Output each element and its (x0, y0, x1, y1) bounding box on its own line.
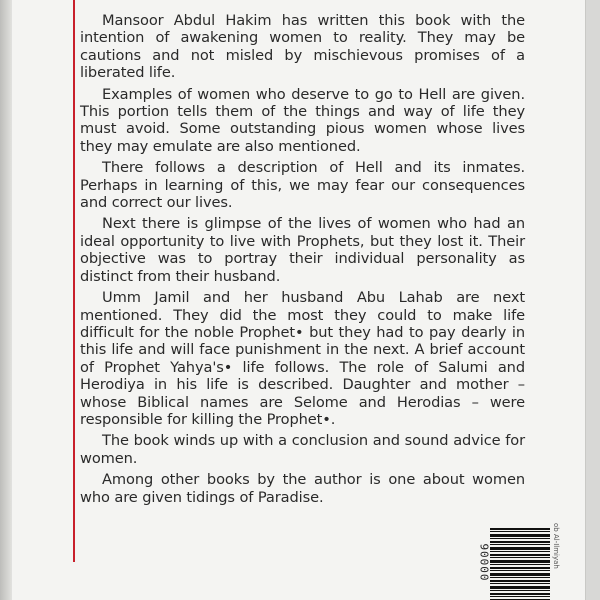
blurb-paragraph-3: There follows a description of Hell and its inmates. Perhaps in learning of this, we may fear our consequences and correct our lives. (80, 159, 525, 212)
barcode-digits (476, 528, 490, 600)
page-edge-shadow (0, 0, 12, 600)
blurb-paragraph-4: Next there is glimpse of the lives of women who had an ideal opportunity to live with Prophets, but they lost it. Their objective was to portray their individual personality as distinct from their husband. (80, 215, 525, 285)
publisher-vertical-label (549, 523, 561, 600)
blurb-paragraph-5: Umm Jamil and her husband Abu Lahab are next mentioned. They did the most they could to make life difficult for the noble Prophet• but they had to pay dearly in this life and will face punishment in the next. A brief account of Prophet Yahya's• life follows. The role of Salumi and Herodiya in his life is described. Daughter and mother – whose Biblical names are Selome and Herodias – were responsible for killing the Prophet•. (80, 289, 525, 428)
blurb-paragraph-1: Mansoor Abdul Hakim has written this book with the intention of awakening women to reality. They may be cautions and not misled by mischievous promises of a liberated life. (80, 12, 525, 82)
barcode-digits-text: 90000 (477, 543, 491, 582)
publisher-vertical-text: ob Al-Ilmiyah (552, 523, 560, 569)
blurb-text-block (80, 12, 525, 510)
blurb-paragraph-6: The book winds up with a conclusion and sound advice for women. (80, 432, 525, 467)
barcode-bars (490, 528, 550, 600)
red-margin-rule (73, 0, 75, 562)
barcode (476, 528, 556, 600)
blurb-paragraph-7: Among other books by the author is one about women who are given tidings of Paradise. (80, 471, 525, 506)
blurb-paragraph-2: Examples of women who deserve to go to Hell are given. This portion tells them of the things and way of life they must avoid. Some outstanding pious women whose lives they may emulate are also mentioned. (80, 85, 525, 155)
